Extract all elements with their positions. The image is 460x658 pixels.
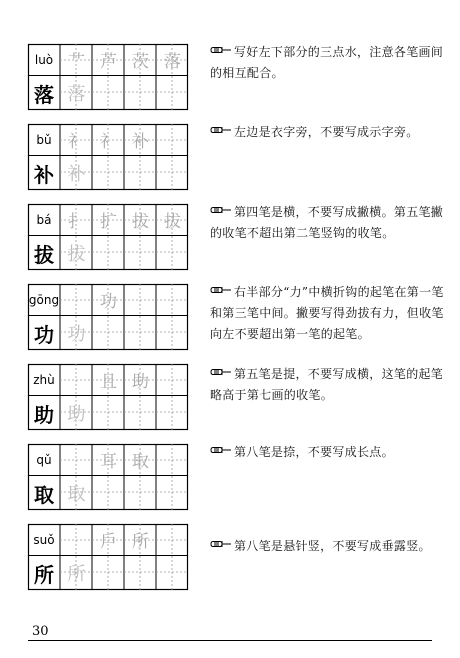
practice-grid-luo <box>28 44 188 110</box>
practice-grid-bu <box>28 124 188 190</box>
pointing-hand-icon <box>210 444 232 456</box>
stroke-step: 取 <box>132 452 149 472</box>
pinyin-label: gōng <box>28 292 60 307</box>
trace-character: 拔 <box>67 244 86 265</box>
pinyin-label: qǔ <box>36 452 52 467</box>
bottom-divider <box>28 640 432 641</box>
stroke-step <box>61 366 92 393</box>
trace-character: 功 <box>67 324 86 345</box>
stroke-step <box>157 366 188 393</box>
pinyin-label: zhù <box>33 372 55 387</box>
stroke-step: 芦 <box>100 52 117 72</box>
stroke-step <box>157 446 188 473</box>
practice-grid-gong <box>28 284 188 350</box>
writing-tip-gong <box>210 282 446 345</box>
practice-grid-ba <box>28 204 188 270</box>
model-character: 落 <box>34 82 54 107</box>
tip-text: 写好左下部分的三点水，注意各笔画间的相互配合。 <box>210 45 444 80</box>
pointing-hand-icon <box>210 124 232 136</box>
pointing-hand-icon <box>210 538 232 550</box>
practice-grid-qu <box>28 444 188 510</box>
writing-tip-zhu <box>210 364 446 406</box>
stroke-step: 功 <box>100 292 117 312</box>
stroke-step: 扌 <box>68 212 85 232</box>
stroke-step <box>61 286 92 313</box>
stroke-step: 礻 <box>68 132 85 152</box>
pointing-hand-icon <box>210 44 232 56</box>
practice-grid-suo <box>28 524 188 590</box>
trace-character: 取 <box>67 484 86 505</box>
model-character: 助 <box>34 402 54 427</box>
stroke-step: 扩 <box>100 212 117 232</box>
stroke-step: 补 <box>132 132 149 152</box>
trace-character: 所 <box>67 564 86 585</box>
model-character: 拔 <box>34 242 54 267</box>
tip-text: 右半部分“力”中横折钩的起笔在第一笔和第三笔中间。撇要写得劲拔有力，但收笔向左不要超出第一笔的起笔。 <box>210 285 444 341</box>
page-number: 30 <box>32 624 49 639</box>
pointing-hand-icon <box>210 204 232 216</box>
writing-tip-suo <box>210 536 446 557</box>
stroke-step: 所 <box>132 532 149 552</box>
tip-text: 第八笔是悬针竖，不要写成垂露竖。 <box>234 539 431 553</box>
stroke-step: 拔 <box>164 212 181 232</box>
pinyin-label: bǔ <box>36 132 52 147</box>
writing-tip-qu <box>210 442 446 463</box>
stroke-step <box>125 286 156 313</box>
stroke-step: 拔 <box>132 212 149 232</box>
practice-grid-zhu <box>28 364 188 430</box>
trace-character: 补 <box>67 164 86 185</box>
stroke-step <box>157 286 188 313</box>
stroke-step <box>61 446 92 473</box>
model-character: 取 <box>34 482 54 507</box>
trace-character: 助 <box>67 404 86 425</box>
stroke-step: 戶 <box>100 532 117 552</box>
stroke-step: 且 <box>100 372 117 392</box>
pointing-hand-icon <box>210 284 232 296</box>
writing-tip-luo <box>210 42 446 84</box>
stroke-step: 茨 <box>132 52 149 72</box>
model-character: 所 <box>34 562 54 587</box>
stroke-step: 落 <box>164 52 181 72</box>
pinyin-label: bá <box>36 212 52 227</box>
stroke-step: 艹 <box>68 52 85 72</box>
pinyin-label: luò <box>34 52 54 67</box>
tip-text: 第四笔是横，不要写成撇横。第五笔撇的收笔不超出第二笔竖钩的收笔。 <box>210 205 444 240</box>
tip-text: 第五笔是提，不要写成横，这笔的起笔略高于第七画的收笔。 <box>210 367 444 402</box>
pointing-hand-icon <box>210 366 232 378</box>
writing-tip-bu <box>210 122 446 143</box>
model-character: 功 <box>34 322 54 347</box>
tip-text: 左边是衣字旁，不要写成示字旁。 <box>234 125 419 139</box>
pinyin-label: suǒ <box>33 532 55 547</box>
stroke-step: 助 <box>132 372 149 392</box>
writing-tip-ba <box>210 202 446 244</box>
stroke-step <box>61 526 92 553</box>
tip-text: 第八笔是捺，不要写成长点。 <box>234 445 394 459</box>
stroke-step <box>157 526 188 553</box>
stroke-step: 礻 <box>100 132 117 152</box>
trace-character: 落 <box>67 84 86 105</box>
model-character: 补 <box>34 162 54 187</box>
stroke-step: 耳 <box>100 452 117 472</box>
stroke-step <box>157 126 188 153</box>
